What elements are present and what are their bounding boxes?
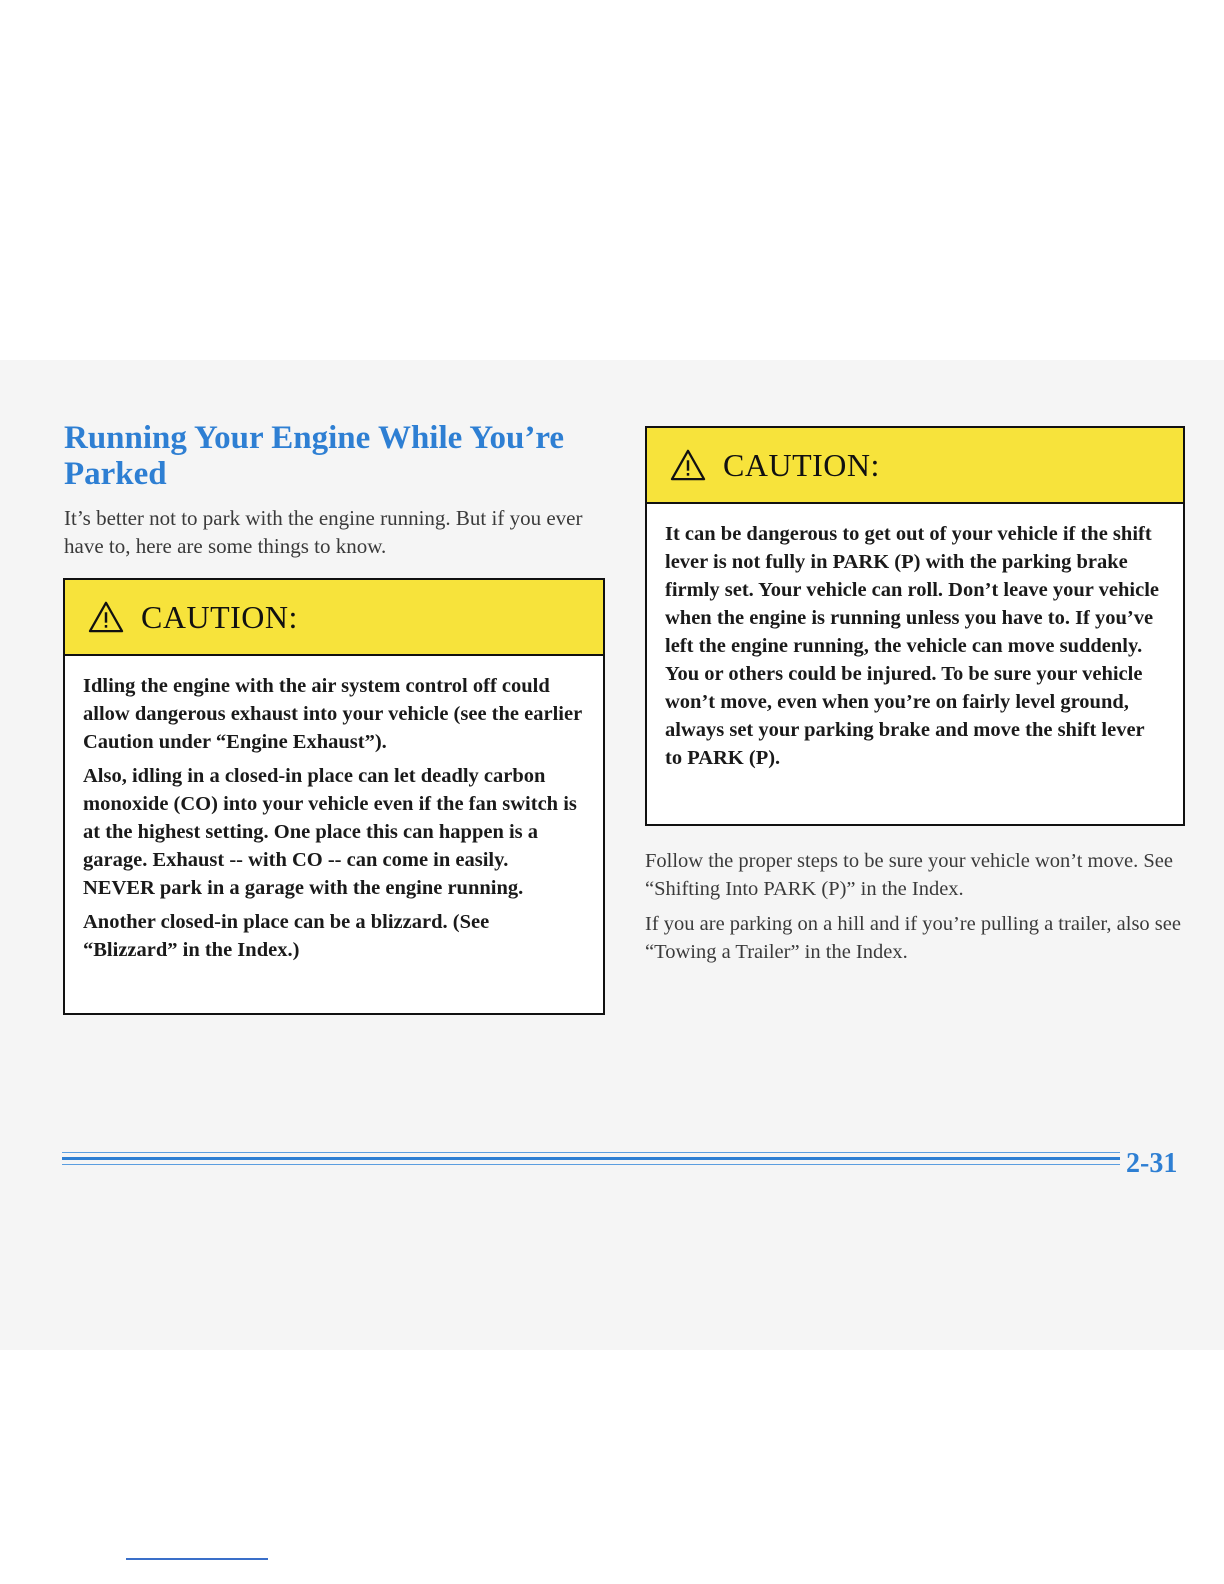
caution-paragraph: Idling the engine with the air system control off could allow dangerous exhaust into your vehicle (see the earlier Caution under “Engine Exhaust”).: [83, 675, 582, 753]
warning-triangle-icon: [87, 600, 125, 634]
footer-rule: [62, 1157, 1120, 1160]
caution-box-idling: [63, 578, 605, 1015]
caution-paragraph: It can be dangerous to get out of your vehicle if the shift lever is not fully in PARK (P) with the parking brake firmly set. Your vehicle can roll. Don’t leave your vehicle when the engine is running unless you have to. If you’ve left the engine running, the vehicle can move suddenly. You or others could be injured. To be sure your vehicle won’t move, even when you’re on fairly level ground, always set your parking brake and move the shift lever to PARK (P).: [665, 523, 1160, 769]
caution-body: [65, 656, 603, 964]
caution-label: CAUTION:: [141, 598, 298, 635]
page-number: 2-31: [1126, 1148, 1178, 1179]
caution-body: [647, 504, 1183, 772]
caution-label: CAUTION:: [723, 446, 880, 483]
warning-triangle-icon: [669, 448, 707, 482]
footer-rule: [62, 1152, 1120, 1153]
caution-box-park: [645, 426, 1185, 826]
caution-header: [65, 580, 603, 656]
section-title: Running Your Engine While You’re Parked: [64, 420, 565, 492]
intro-paragraph: It’s better not to park with the engine running. But if you ever have to, here are some things to know.: [64, 506, 583, 558]
caution-paragraph: Another closed-in place can be a blizzard. (See “Blizzard” in the Index.): [83, 911, 490, 961]
follow-steps-paragraph: Follow the proper steps to be sure your vehicle won’t move. See “Shifting Into PARK (P)” in the Index.: [645, 850, 1173, 900]
hill-parking-paragraph: If you are parking on a hill and if you’re pulling a trailer, also see “Towing a Trailer” in the Index.: [645, 913, 1181, 963]
caution-paragraph: Also, idling in a closed-in place can let deadly carbon monoxide (CO) into your vehicle even if the fan switch is at the highest setting. One place this can happen is a garage. Exhaust -- with CO -- can come in easily. NEVER park in a garage with the engine running.: [83, 765, 577, 899]
bottom-edge-mark: [126, 1558, 268, 1560]
footer-rule: [62, 1164, 1120, 1165]
caution-header: [647, 428, 1183, 504]
